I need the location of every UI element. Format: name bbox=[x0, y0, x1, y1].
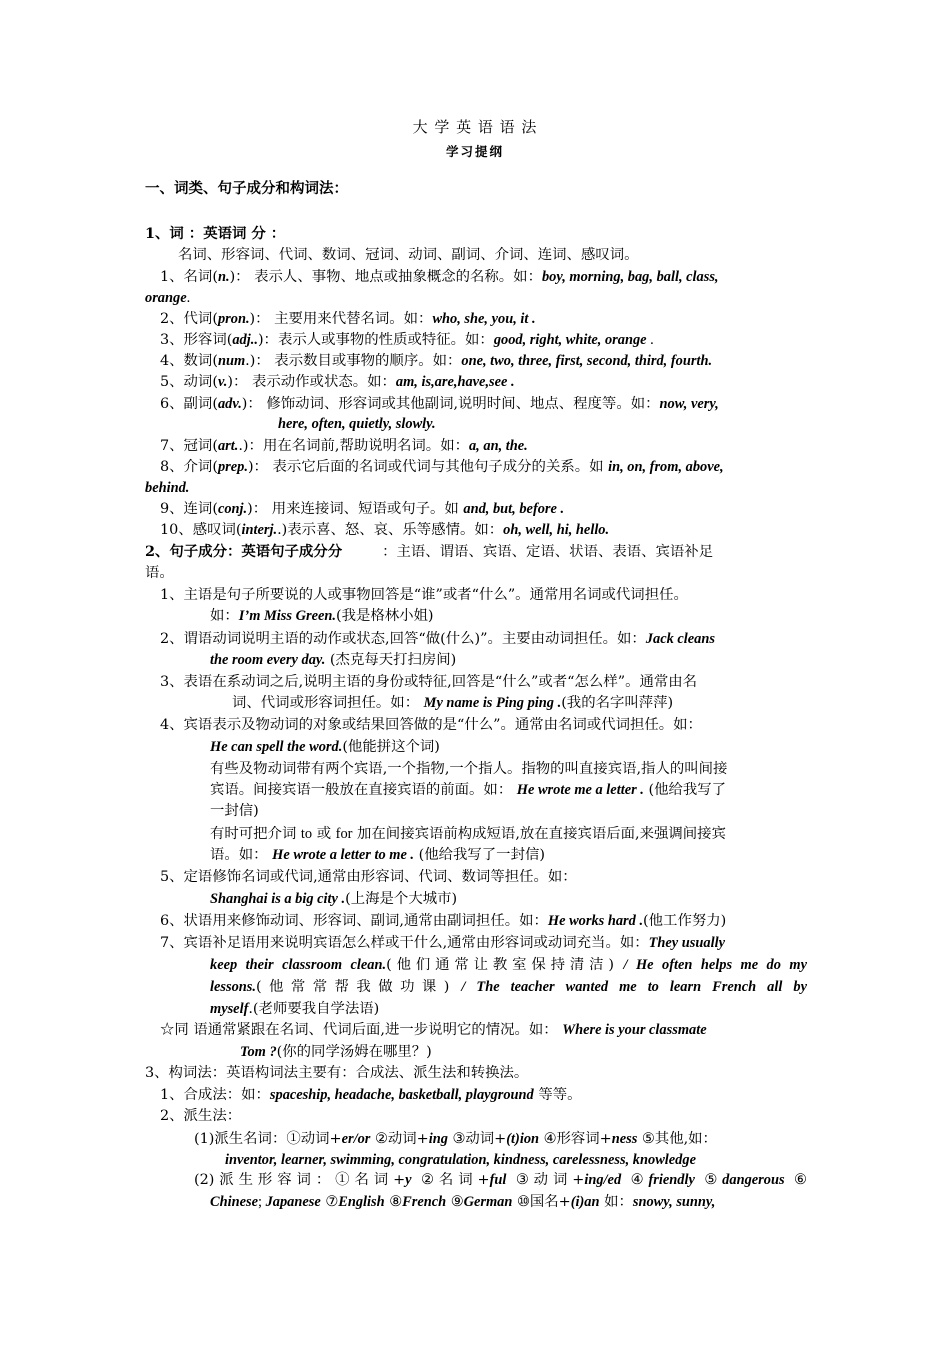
object-note-3: 一封信) bbox=[210, 803, 259, 819]
compounding-line bbox=[160, 1086, 582, 1104]
example: Shanghai is a big city . bbox=[210, 891, 346, 907]
text: ：主语、谓语、宾语、定语、状语、表语、宾语补足 bbox=[382, 544, 714, 560]
derived-adjectives-line-2 bbox=[210, 1193, 715, 1211]
example: Japanese bbox=[265, 1194, 321, 1210]
text: )： 用来连接词、短语或句子。如 bbox=[247, 501, 464, 517]
text: 或 bbox=[312, 826, 336, 842]
example: lessons. bbox=[210, 979, 256, 995]
derived-nouns-examples bbox=[225, 1151, 696, 1169]
conjunction-line bbox=[160, 500, 564, 518]
text: (2)派生形容词：①名词+ bbox=[194, 1172, 406, 1188]
text: 7、宾语补足语用来说明宾语怎么样或干什么,通常由形容词或动词充当。如： bbox=[160, 935, 649, 951]
page-subtitle: 学习提纲 bbox=[445, 144, 504, 159]
text: ⑤ bbox=[694, 1172, 723, 1188]
text: 4、数词( bbox=[160, 353, 218, 369]
text: 如： bbox=[210, 608, 239, 624]
example: French bbox=[402, 1194, 447, 1210]
attribute-line: 5、定语修饰名词或代词,通常由形容词、代词、数词等担任。如： bbox=[160, 869, 577, 885]
text: ⑦ bbox=[320, 1194, 339, 1210]
appositive-line bbox=[160, 1021, 707, 1039]
noun-line bbox=[160, 268, 719, 286]
text: 语。如： bbox=[210, 847, 273, 863]
text: (上海是个大城市) bbox=[345, 891, 458, 907]
example: one, two, three, first, second, third, fourth. bbox=[461, 353, 713, 369]
subject-line: 1、主语是句子所要说的人或事物回答是“谁”或者“什么”。通常用名词或代词担任。 bbox=[160, 587, 688, 603]
text: 2、代词( bbox=[160, 311, 218, 327]
abbr: conj. bbox=[217, 501, 248, 517]
text: ③动词+ bbox=[506, 1172, 585, 1188]
text: )： 表示人、事物、地点或抽象概念的名称。如： bbox=[229, 269, 542, 285]
example: a, an, the. bbox=[468, 438, 528, 454]
text: for bbox=[335, 826, 353, 842]
suffix: ing/ed bbox=[584, 1172, 622, 1188]
abbr: num bbox=[217, 353, 246, 369]
example: Tom ? bbox=[240, 1044, 277, 1060]
text: 10、感叹词( bbox=[160, 522, 242, 538]
abbr: art. bbox=[217, 438, 239, 454]
abbr: v. bbox=[217, 374, 228, 390]
example: orange bbox=[145, 290, 187, 306]
text: ④ bbox=[621, 1172, 649, 1188]
example: My name is Ping ping . bbox=[423, 695, 562, 711]
example: oh, well, hi, hello. bbox=[503, 522, 610, 538]
adjective-line bbox=[160, 331, 654, 349]
complement-line bbox=[160, 934, 725, 952]
text: . bbox=[646, 332, 654, 348]
page-title: 大 学 英 语 语 法 bbox=[412, 118, 538, 136]
example: / The teacher wanted me to learn French all by bbox=[461, 979, 807, 995]
text: )： 表示它后面的名词或代词与其他句子成分的关系。如 bbox=[247, 459, 609, 475]
text: to bbox=[300, 826, 313, 842]
text: ☆同 语通常紧跟在名词、代词后面,进一步说明它的情况。如： bbox=[160, 1022, 563, 1038]
example: and, but, before . bbox=[463, 501, 565, 517]
text: 等等。 bbox=[533, 1087, 582, 1103]
text: 词、代词或形容词担任。如： bbox=[232, 695, 424, 711]
example: dangerous bbox=[722, 1172, 785, 1188]
text: ②名词+ bbox=[411, 1172, 490, 1188]
text: ③动词+ bbox=[447, 1131, 507, 1147]
text: )： 修饰动词、形容词或其他副词,说明时间、地点、程度等。如： bbox=[241, 396, 660, 412]
predicate-line bbox=[160, 630, 715, 648]
text: (他们通常让教室保持清洁) bbox=[386, 957, 624, 973]
object-note-1: 有些及物动词带有两个宾语,一个指物,一个指人。指物的叫直接宾语,指人的叫间接 bbox=[210, 761, 728, 777]
text: 1、合成法：如： bbox=[160, 1087, 270, 1103]
example: good, right, white, orange bbox=[493, 332, 647, 348]
example: German bbox=[463, 1194, 513, 1210]
suffix: ful bbox=[489, 1172, 507, 1188]
example: Where is your classmate bbox=[562, 1022, 707, 1038]
example: I’m Miss Green. bbox=[238, 608, 336, 624]
suffix: ing bbox=[428, 1131, 448, 1147]
complement-example-2 bbox=[210, 978, 807, 996]
sentence-components-heading bbox=[145, 543, 713, 561]
text: ⑤其他,如： bbox=[637, 1131, 717, 1147]
example: friendly bbox=[648, 1172, 695, 1188]
text: )：表示人或事物的性质或特征。如： bbox=[257, 332, 494, 348]
example: He can spell the word. bbox=[210, 739, 343, 755]
complement-example-1 bbox=[210, 956, 807, 974]
numeral-line bbox=[160, 352, 712, 370]
text: (我的名字叫萍萍) bbox=[561, 695, 674, 711]
example: keep their classroom clean. bbox=[210, 957, 387, 973]
object-note-4 bbox=[210, 825, 726, 843]
text: ⑧ bbox=[384, 1194, 403, 1210]
word-class-heading: 1、词 ：英语词 分 ： bbox=[145, 225, 286, 242]
text: )： 主要用来代替名词。如： bbox=[249, 311, 433, 327]
example: spaceship, headache, basketball, playground bbox=[269, 1087, 534, 1103]
adverb-line bbox=[160, 395, 719, 413]
interjection-line bbox=[160, 521, 609, 539]
text: 7、冠词( bbox=[160, 438, 218, 454]
text: 如： bbox=[599, 1194, 633, 1210]
text: .)表示喜、怒、哀、乐等感情。如： bbox=[277, 522, 504, 538]
text: 加在间接宾语前构成短语,放在直接宾语后面,来强调间接宾 bbox=[352, 826, 726, 842]
text: . bbox=[186, 290, 191, 306]
complement-example-3 bbox=[210, 1000, 379, 1018]
derivation-line: 2、派生法： bbox=[160, 1108, 242, 1124]
preposition-line bbox=[160, 458, 724, 476]
text: 2、谓语动词说明主语的动作或状态,回答“做(什么)”。主要由动词担任。如： bbox=[160, 631, 646, 647]
text: 宾语。间接宾语一般放在直接宾语的前面。如： bbox=[210, 782, 517, 798]
text: ②动词+ bbox=[370, 1131, 429, 1147]
text: (他给我写了 bbox=[643, 782, 727, 798]
text: (他能拼这个词) bbox=[342, 739, 440, 755]
adverb-line-2 bbox=[278, 415, 436, 433]
example: who, she, you, it . bbox=[432, 311, 536, 327]
attribute-example bbox=[210, 890, 457, 908]
example: English bbox=[338, 1194, 385, 1210]
example: They usually bbox=[648, 935, 725, 951]
text: 3、形容词( bbox=[160, 332, 233, 348]
text: 1、名词( bbox=[160, 269, 218, 285]
abbr: pron. bbox=[217, 311, 250, 327]
example: now, very, bbox=[659, 396, 719, 412]
text: ④形容词+ bbox=[539, 1131, 612, 1147]
noun-line-2 bbox=[145, 289, 190, 307]
word-formation-heading: 3、构词法：英语构词法主要有：合成法、派生法和转换法。 bbox=[145, 1065, 529, 1081]
text: (他常常帮我做功课) bbox=[255, 979, 462, 995]
article-line bbox=[160, 437, 528, 455]
text: (1)派生名词：①动词+ bbox=[194, 1131, 342, 1147]
abbr: adv. bbox=[217, 396, 242, 412]
text: 有时可把介词 bbox=[210, 826, 301, 842]
text: (你的同学汤姆在哪里？) bbox=[276, 1044, 432, 1060]
suffix: (i)an bbox=[570, 1194, 600, 1210]
text: .)：用在名词前,帮助说明名词。如： bbox=[238, 438, 469, 454]
section-heading: 一、词类、句子成分和构词法： bbox=[145, 180, 348, 197]
word-class-list: 名词、形容词、代词、数词、冠词、动词、副词、介词、连词、感叹词。 bbox=[178, 247, 639, 263]
abbr: n. bbox=[217, 269, 230, 285]
predicative-line: 3、表语在系动词之后,说明主语的身份或特征,回答是“什么”或者“怎么样”。通常由名 bbox=[160, 674, 698, 690]
text: (他给我写了一封信) bbox=[414, 847, 545, 863]
text: 6、副词( bbox=[160, 396, 218, 412]
appositive-example bbox=[240, 1043, 432, 1061]
object-note-2 bbox=[210, 781, 726, 799]
text: ; bbox=[257, 1194, 266, 1210]
abbr: interj. bbox=[241, 522, 278, 538]
object-example bbox=[210, 738, 440, 756]
text: ⑥ bbox=[784, 1172, 807, 1188]
text: .(老师要我自学法语) bbox=[248, 1001, 380, 1017]
example: inventor, learner, swimming, congratulation, kindness, carelessness, knowledge bbox=[225, 1152, 696, 1168]
text: .)： 表示数目或事物的顺序。如： bbox=[245, 353, 462, 369]
example: Chinese bbox=[210, 1194, 258, 1210]
predicate-example bbox=[210, 651, 456, 669]
suffix: er/or bbox=[341, 1131, 371, 1147]
example: He wrote me a letter . bbox=[516, 782, 644, 798]
suffix: y bbox=[405, 1172, 412, 1188]
suffix: (t)ion bbox=[506, 1131, 540, 1147]
example: Jack cleans bbox=[645, 631, 715, 647]
abbr: prep. bbox=[217, 459, 248, 475]
example: boy, morning, bag, ball, class, bbox=[541, 269, 719, 285]
object-line: 4、宾语表示及物动词的对象或结果回答做的是“什么”。通常由名词或代词担任。如： bbox=[160, 717, 702, 733]
example: myself bbox=[210, 1001, 249, 1017]
text: ⑩国名+ bbox=[512, 1194, 571, 1210]
text: ⑨ bbox=[446, 1194, 464, 1210]
adverbial-line bbox=[160, 912, 726, 930]
predicative-example bbox=[232, 694, 673, 712]
text: 5、动词( bbox=[160, 374, 218, 390]
example: He wrote a letter to me . bbox=[272, 847, 415, 863]
suffix: ness bbox=[611, 1131, 638, 1147]
text: 2、句子成分：英语句子成分分 bbox=[145, 543, 343, 560]
verb-line bbox=[160, 373, 515, 391]
text: )： 表示动作或状态。如： bbox=[227, 374, 396, 390]
text: (我是格林小姐) bbox=[335, 608, 434, 624]
text: (杰克每天打扫房间) bbox=[325, 652, 457, 668]
example: He works hard . bbox=[547, 913, 644, 929]
text: 6、状语用来修饰动词、形容词、副词,通常由副词担任。如： bbox=[160, 913, 548, 929]
sentence-components-heading-2: 语。 bbox=[145, 565, 174, 581]
object-note-5 bbox=[210, 846, 545, 864]
derived-nouns-line bbox=[194, 1130, 717, 1148]
example: in, on, from, above, bbox=[608, 459, 724, 475]
text: 9、连词( bbox=[160, 501, 218, 517]
text: (他工作努力) bbox=[643, 913, 727, 929]
text: 8、介词( bbox=[160, 459, 218, 475]
preposition-line-2 bbox=[145, 479, 189, 497]
pronoun-line bbox=[160, 310, 536, 328]
derived-adjectives-line bbox=[194, 1171, 807, 1189]
example: am, is,are,have,see . bbox=[395, 374, 515, 390]
subject-example bbox=[210, 607, 434, 625]
example: here, often, quietly, slowly. bbox=[278, 416, 436, 432]
example: the room every day. bbox=[210, 652, 326, 668]
example: behind. bbox=[145, 480, 190, 496]
abbr: adj.. bbox=[232, 332, 258, 348]
example: snowy, sunny, bbox=[632, 1194, 716, 1210]
example: / He often helps me do my bbox=[623, 957, 807, 973]
